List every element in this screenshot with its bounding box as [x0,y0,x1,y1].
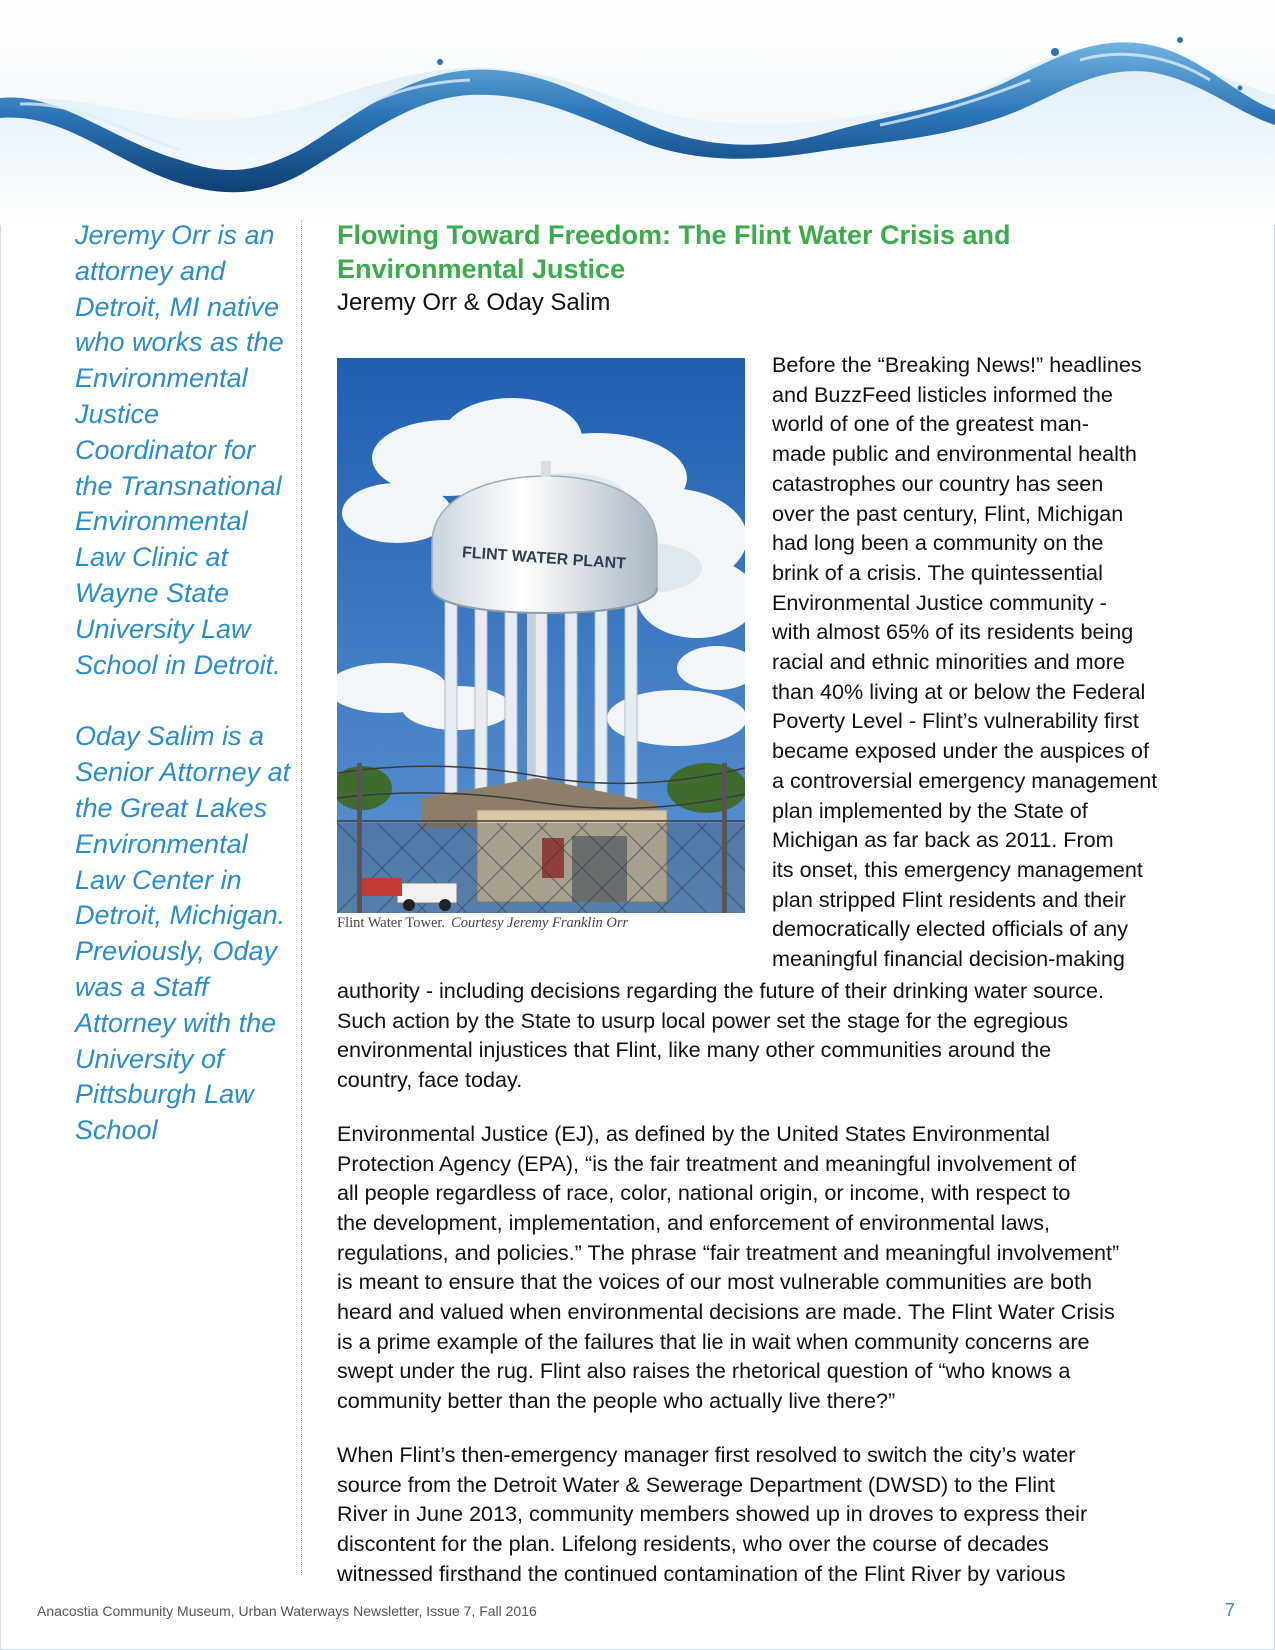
text-line: Poverty Level - Flint’s vulnerability first [772,708,1139,734]
text-line: Environmental Justice (EJ), as defined by the United States Environmental [337,1120,1050,1146]
text-line: Michigan as far back as 2011. From [772,827,1114,853]
text-line: Before the “Breaking News!” headlines [772,352,1142,377]
water-wave-banner [0,0,1275,225]
text-line: plan implemented by the State of [772,797,1088,823]
text-line: democratically elected officials of any [772,916,1129,942]
text-line: source from the Detroit Water & Sewerage Department (DWSD) to the Flint [337,1471,1056,1497]
paragraph-2 [337,1119,1207,1416]
text-line: catastrophes our country has seen [772,470,1104,496]
text-line: brink of a crisis. The quintessential [772,559,1103,585]
tower-sign-text: FLINT WATER PLANT [461,544,627,573]
text-line: world of one of the greatest man- [772,411,1089,437]
bio-jeremy-orr: Jeremy Orr is an attorney and Detroit, MI native who works as the Environmental Justice Coordinator for the Transnational Environmental Law Clinic at Wayne State University Law School in Detroit. [75,220,284,680]
footer-publication: Anacostia Community Museum, Urban Waterways Newsletter, Issue 7, Fall 2016 [37,1603,537,1619]
text-line: heard and valued when environmental decisions are made. The Flint Water Crisis [337,1299,1115,1325]
text-line: plan stripped Flint residents and their [772,886,1127,912]
text-line: authority - including decisions regarding the future of their drinking water source. [337,978,1104,1003]
text-line: When Flint’s then-emergency manager first resolved to switch the city’s water [337,1441,1076,1467]
text-line: had long been a community on the [772,530,1104,556]
bio-oday-salim: Oday Salim is a Senior Attorney at the Great Lakes Environmental Law Center in Detroit, Michigan. Previously, Oday was a Staff Attorney with the University of Pittsburgh Law School [75,721,291,1146]
text-line: all people regardless of race, color, national origin, or income, with respect to [337,1180,1071,1206]
text-line: regulations, and policies.” The phrase “fair treatment and meaningful involvement” [337,1239,1120,1265]
column-divider [301,220,302,1575]
caption-text: Flint Water Tower. [337,915,446,931]
text-line: country, face today. [337,1067,523,1093]
text-line: with almost 65% of its residents being [772,619,1134,645]
text-line: meaningful financial decision-making [772,946,1125,972]
text-line: made public and environmental health [772,441,1137,467]
text-line: Environmental Justice community - [772,589,1107,615]
text-line: community better than the people who actually live there?” [337,1388,896,1414]
text-line: Protection Agency (EPA), “is the fair treatment and meaningful involvement of [337,1150,1076,1176]
paragraph-1-wrapped [772,350,1202,974]
text-line: River in June 2013, community members showed up in droves to express their [337,1501,1088,1527]
text-line: a controversial emergency management [772,767,1158,793]
text-line: and BuzzFeed listicles informed the [772,381,1113,407]
page-number: 7 [1224,1600,1235,1620]
text-line: is meant to ensure that the voices of our most vulnerable communities are both [337,1269,1092,1295]
text-line: the development, implementation, and enforcement of environmental laws, [337,1209,1050,1235]
text-line: witnessed firsthand the continued contamination of the Flint River by various [337,1560,1066,1586]
paragraph-1-continued [337,976,1207,1095]
article [337,218,1207,1586]
text-line: is a prime example of the failures that lie in wait when community concerns are [337,1328,1090,1354]
text-line: its onset, this emergency management [772,856,1143,882]
text-line: than 40% living at or below the Federal [772,678,1146,704]
author-bios-sidebar [75,218,300,1185]
text-line: over the past century, Flint, Michigan [772,500,1124,526]
article-authors: Jeremy Orr & Oday Salim [337,289,611,316]
photo-caption [337,915,757,932]
article-body [337,976,1207,1612]
text-line: Such action by the State to usurp local power set the stage for the egregious [337,1007,1069,1033]
text-line: became exposed under the auspices of [772,738,1149,764]
flint-water-tower-photo [337,358,745,913]
text-line: environmental injustices that Flint, like many other communities around the [337,1037,1052,1063]
caption-credit: Courtesy Jeremy Franklin Orr [451,915,629,931]
text-line: swept under the rug. Flint also raises the rhetorical question of “who knows a [337,1358,1071,1384]
paragraph-3 [337,1440,1207,1589]
text-line: discontent for the plan. Lifelong residents, who over the course of decades [337,1530,1049,1556]
text-line: racial and ethnic minorities and more [772,649,1125,675]
article-title: Flowing Toward Freedom: The Flint Water Crisis and Environmental Justice [337,220,1011,284]
